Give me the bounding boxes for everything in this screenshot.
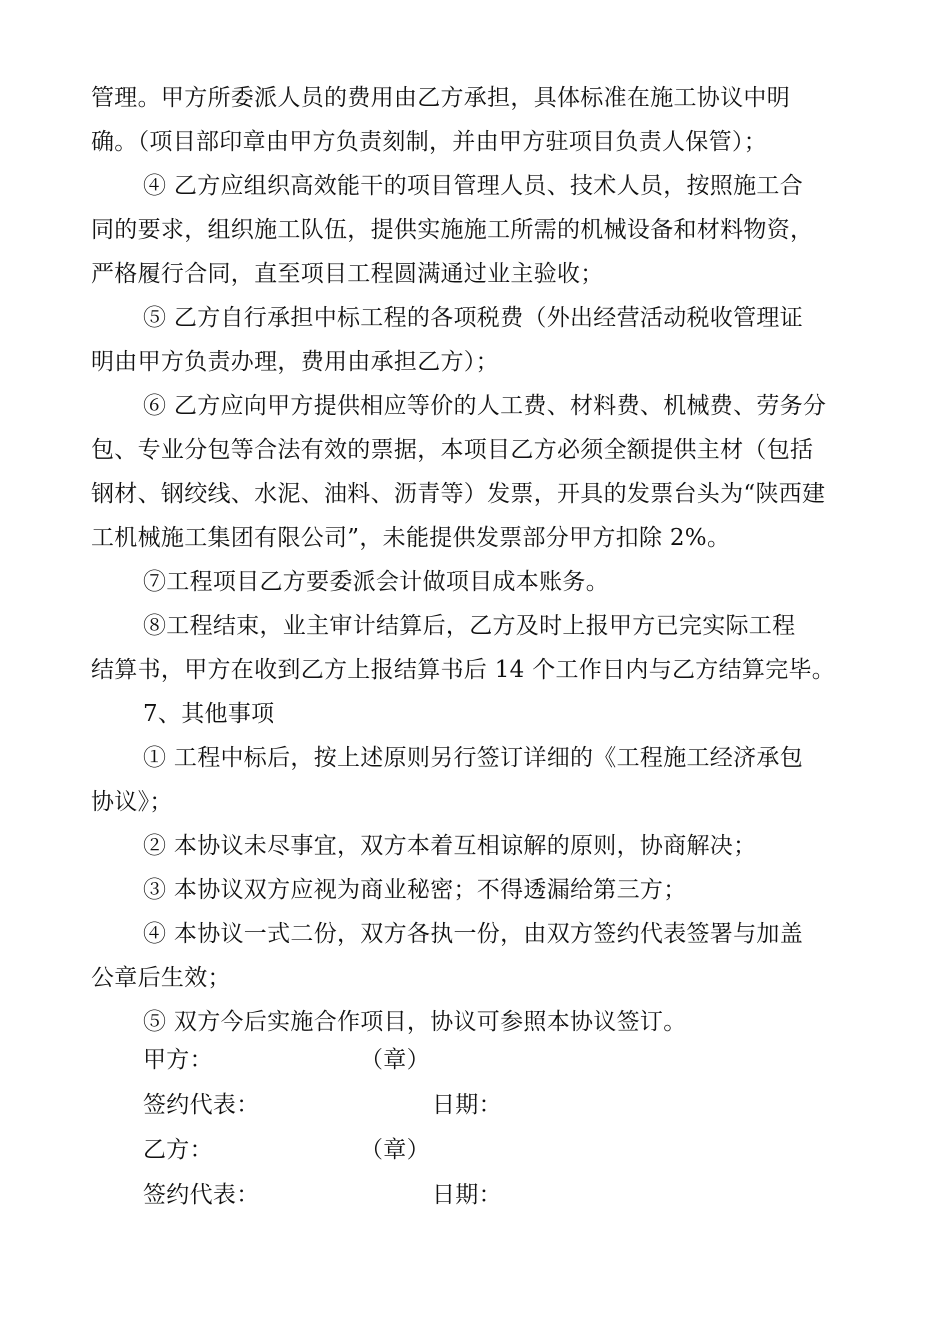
text-line: 确。（项目部印章由甲方负责刻制，并由甲方驻项目负责人保管）； — [91, 129, 767, 155]
section-heading: 7、其他事项 — [143, 701, 275, 727]
text-line: ④ 本协议一式二份，双方各执一份，由双方签约代表签署与加盖 — [143, 921, 804, 947]
text-line: ⑤ 双方今后实施合作项目，协议可参照本协议签订。 — [143, 1009, 687, 1035]
party-b-rep-label: 签约代表： — [143, 1182, 260, 1208]
text-line: ① 工程中标后，按上述原则另行签订详细的《工程施工经济承包 — [143, 745, 804, 771]
text-line: ⑦工程项目乙方要委派会计做项目成本账务。 — [143, 569, 609, 595]
text-line: 严格履行合同，直至项目工程圆满通过业主验收； — [91, 261, 604, 287]
text-line: ② 本协议未尽事宜，双方本着互相谅解的原则，协商解决； — [143, 833, 757, 859]
party-a-date-label: 日期： — [432, 1092, 502, 1118]
text-line: ⑧工程结束，业主审计结算后，乙方及时上报甲方已完实际工程 — [143, 613, 796, 639]
text-line: ⑥ 乙方应向甲方提供相应等价的人工费、材料费、机械费、劳务分 — [143, 393, 827, 419]
text-line: 协议》； — [91, 789, 173, 815]
party-a-label: 甲方： — [143, 1047, 213, 1073]
text-line: 工机械施工集团有限公司”，未能提供发票部分甲方扣除 2%。 — [91, 525, 731, 551]
party-b-label: 乙方： — [143, 1137, 213, 1163]
party-b-date-label: 日期： — [432, 1182, 502, 1208]
party-b-seal: （章） — [360, 1137, 430, 1163]
text-line: ③ 本协议双方应视为商业秘密；不得透漏给第三方； — [143, 877, 687, 903]
text-line: 公章后生效； — [91, 965, 231, 991]
text-line: 钢材、钢绞线、水泥、油料、沥青等）发票，开具的发票台头为“陕西建 — [91, 481, 826, 507]
text-line: 明由甲方负责办理，费用由承担乙方）； — [91, 349, 499, 375]
text-line: 管理。甲方所委派人员的费用由乙方承担，具体标准在施工协议中明 — [91, 85, 790, 111]
party-a-rep-label: 签约代表： — [143, 1092, 260, 1118]
text-line: 包、专业分包等合法有效的票据，本项目乙方必须全额提供主材（包括 — [91, 437, 814, 463]
text-line: 结算书，甲方在收到乙方上报结算书后 14 个工作日内与乙方结算完毕。 — [91, 657, 836, 683]
text-line: ④ 乙方应组织高效能干的项目管理人员、技术人员，按照施工合 — [143, 173, 804, 199]
text-line: 同的要求，组织施工队伍，提供实施施工所需的机械设备和材料物资， — [91, 217, 814, 243]
party-a-seal: （章） — [360, 1047, 430, 1073]
text-line: ⑤ 乙方自行承担中标工程的各项税费（外出经营活动税收管理证 — [143, 305, 804, 331]
